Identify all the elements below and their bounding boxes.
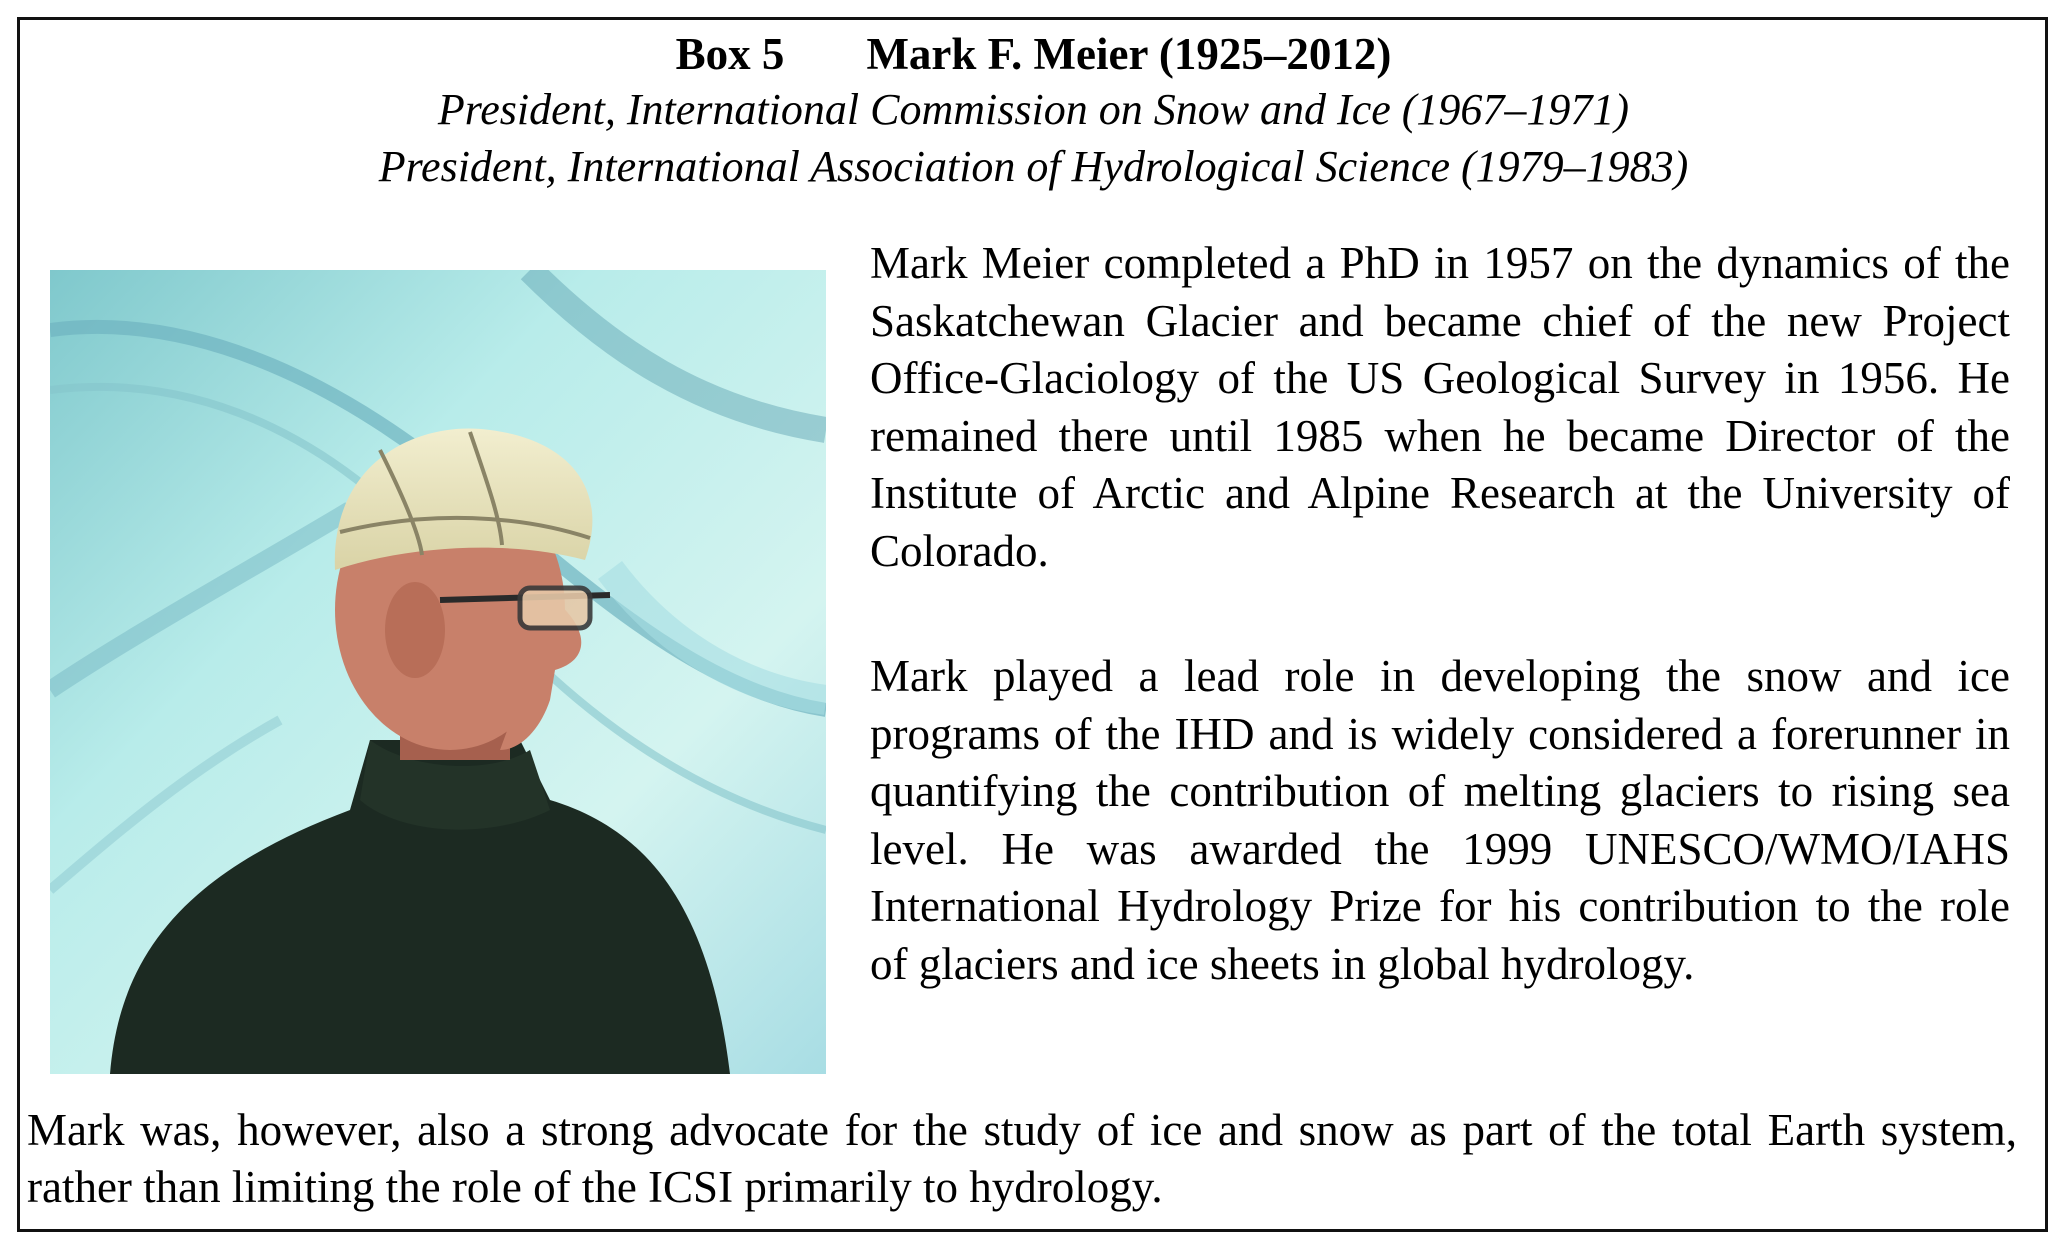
biography-paragraph-2: Mark played a lead role in developing the snow and ice programs of the IHD and is widely considered a forerunner in quantifying the contribution of melting glaciers to rising sea level. He was awarded the 1999 UNESCO/WMO/IAHS International Hydrology Prize for his contribution to the role of glaciers and ice sheets in global hydrology.: [870, 651, 2010, 989]
portrait-photo: [50, 270, 826, 1074]
box-label: Box 5: [675, 29, 785, 79]
biography-paragraph-1: Mark Meier completed a PhD in 1957 on the dynamics of the Saskatchewan Glacier and became chief of the new Project Office-Glaciology of the US Geological Survey in 1956. He remained there until 1985 when he became Director of the Institute of Arctic and Alpine Research at the University of Colorado.: [870, 238, 2010, 576]
role-line-1: President, International Commission on Snow and Ice (1967–1971): [437, 85, 1630, 134]
role-line-2: President, International Association of Hydrological Science (1979–1983): [378, 142, 1689, 191]
closing-paragraph: Mark was, however, also a strong advocate for the study of ice and snow as part of the total Earth system, rather than limiting the role of the ICSI primarily to hydrology.: [27, 1105, 2017, 1212]
box-title: [0, 28, 2067, 80]
person-name: Mark F. Meier (1925–2012): [866, 29, 1392, 79]
